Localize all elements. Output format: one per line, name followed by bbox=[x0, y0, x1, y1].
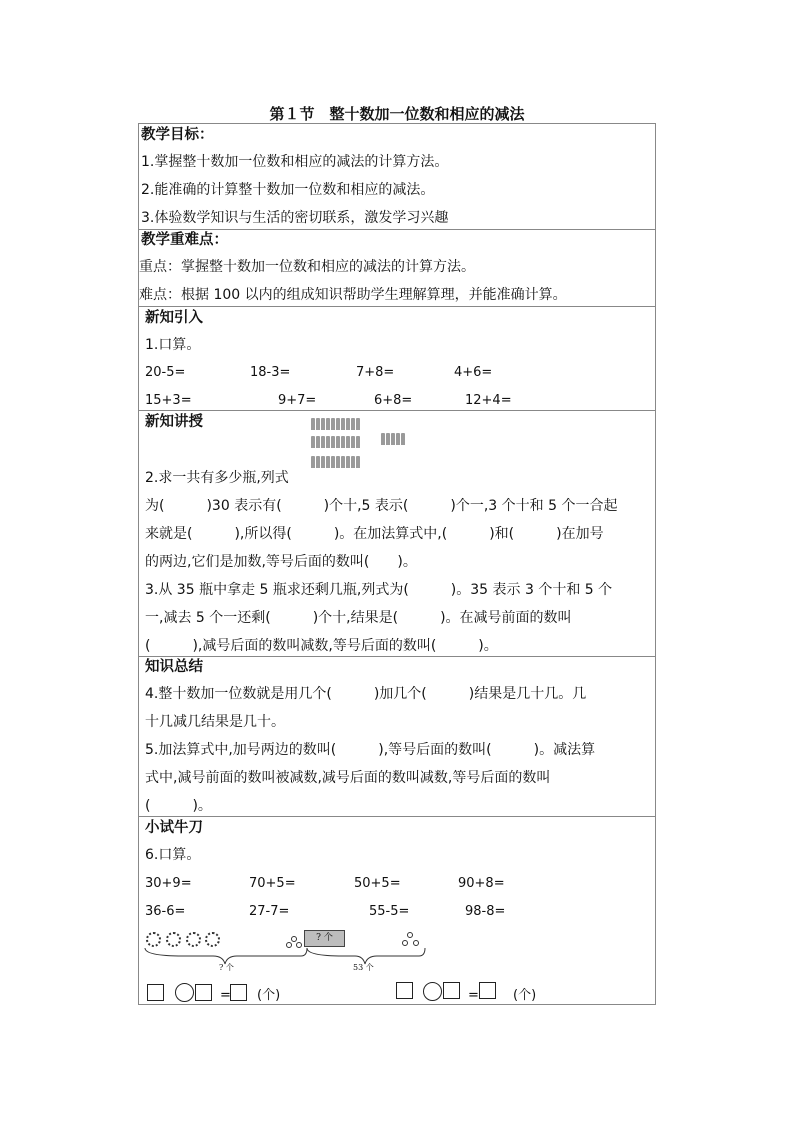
text-line: 5.加法算式中,加号两边的数叫( ),等号后面的数叫( )。减法算 bbox=[145, 742, 596, 758]
goal-item: 1.掌握整十数加一位数和相应的减法的计算方法。 bbox=[141, 154, 449, 170]
teach-heading: 新知讲授 bbox=[145, 414, 203, 430]
answer-box[interactable] bbox=[443, 982, 460, 999]
unit-label: (个) bbox=[513, 988, 537, 1003]
answer-box[interactable] bbox=[195, 984, 212, 1001]
goal-item: 3.体验数学知识与生活的密切联系，激发学习兴趣 bbox=[141, 210, 449, 226]
answer-box[interactable] bbox=[147, 984, 164, 1001]
flower-icon bbox=[146, 932, 161, 947]
math-item: 9+7= bbox=[278, 393, 317, 408]
text-line: 2.求一共有多少瓶,列式 bbox=[145, 470, 289, 486]
divider bbox=[139, 410, 655, 411]
bottle-pack-image bbox=[311, 453, 361, 472]
unknown-box: ? 个 bbox=[304, 930, 345, 947]
math-item: 18-3= bbox=[250, 365, 291, 380]
divider bbox=[139, 306, 655, 307]
bottle-pack-image bbox=[311, 433, 361, 452]
lesson-table bbox=[138, 123, 656, 1005]
math-item: 98-8= bbox=[465, 904, 506, 919]
math-item: 27-7= bbox=[249, 904, 290, 919]
math-item: 12+4= bbox=[465, 393, 512, 408]
goals-heading: 教学目标： bbox=[141, 127, 214, 143]
math-item: 70+5= bbox=[249, 876, 296, 891]
text-line: 来就是( ),所以得( )。在加法算式中,( )和( )在加号 bbox=[145, 526, 604, 542]
equals-sign: = bbox=[220, 988, 231, 1003]
math-item: 50+5= bbox=[354, 876, 401, 891]
flower-icon bbox=[166, 932, 181, 947]
flower-icon bbox=[186, 932, 201, 947]
text-line: 为( )30 表示有( )个十,5 表示( )个一,3 个十和 5 个一合起 bbox=[145, 498, 618, 514]
text-line: 式中,减号前面的数叫被减数,减号后面的数叫减数,等号后面的数叫 bbox=[145, 770, 551, 786]
divider bbox=[139, 656, 655, 657]
equals-sign: = bbox=[468, 988, 479, 1003]
brace-label: 53 个 bbox=[353, 963, 374, 972]
bottle-pack-image bbox=[311, 415, 361, 434]
divider bbox=[139, 816, 655, 817]
answer-box[interactable] bbox=[479, 982, 496, 999]
brace-icon bbox=[143, 946, 443, 968]
key-point: 重点：掌握整十数加一位数和相应的减法的计算方法。 bbox=[139, 259, 475, 275]
text-line: ( ),减号后面的数叫减数,等号后面的数叫( )。 bbox=[145, 638, 498, 654]
text-line: 十几减几结果是几十。 bbox=[145, 714, 285, 730]
math-item: 55-5= bbox=[369, 904, 410, 919]
math-item: 4+6= bbox=[454, 365, 493, 380]
intro-task: 1.口算。 bbox=[145, 337, 201, 353]
dot-icon bbox=[407, 932, 413, 938]
practice-task: 6.口算。 bbox=[145, 847, 201, 863]
key-points-heading: 教学重难点： bbox=[141, 232, 228, 248]
goal-item: 2.能准确的计算整十数加一位数和相应的减法。 bbox=[141, 182, 435, 198]
flower-icon bbox=[205, 932, 220, 947]
practice-heading: 小试牛刀 bbox=[145, 820, 203, 836]
math-item: 7+8= bbox=[356, 365, 395, 380]
page-title: 第１节 整十数加一位数和相应的减法 bbox=[269, 105, 525, 123]
operator-circle[interactable] bbox=[175, 983, 194, 1002]
math-item: 20-5= bbox=[145, 365, 186, 380]
brace-label: ? 个 bbox=[219, 963, 234, 972]
dot-icon bbox=[291, 936, 297, 942]
text-line: ( )。 bbox=[145, 798, 212, 814]
text-line: 4.整十数加一位数就是用几个( )加几个( )结果是几十几。几 bbox=[145, 686, 587, 702]
math-item: 15+3= bbox=[145, 393, 192, 408]
math-item: 30+9= bbox=[145, 876, 192, 891]
difficult-point: 难点：根据 100 以内的组成知识帮助学生理解算理，并能准确计算。 bbox=[139, 287, 567, 303]
math-item: 90+8= bbox=[458, 876, 505, 891]
bottle-single-image bbox=[381, 430, 406, 449]
answer-box[interactable] bbox=[396, 982, 413, 999]
text-line: 3.从 35 瓶中拿走 5 瓶求还剩几瓶,列式为( )。35 表示 3 个十和 5 个 bbox=[145, 582, 613, 598]
math-item: 6+8= bbox=[374, 393, 413, 408]
math-item: 36-6= bbox=[145, 904, 186, 919]
unit-label: (个) bbox=[257, 988, 281, 1003]
operator-circle[interactable] bbox=[423, 982, 442, 1001]
text-line: 一,减去 5 个一还剩( )个十,结果是( )。在减号前面的数叫 bbox=[145, 610, 572, 626]
answer-box[interactable] bbox=[230, 984, 247, 1001]
summary-heading: 知识总结 bbox=[145, 659, 203, 675]
text-line: 的两边,它们是加数,等号后面的数叫( )。 bbox=[145, 554, 417, 570]
intro-heading: 新知引入 bbox=[145, 310, 203, 326]
